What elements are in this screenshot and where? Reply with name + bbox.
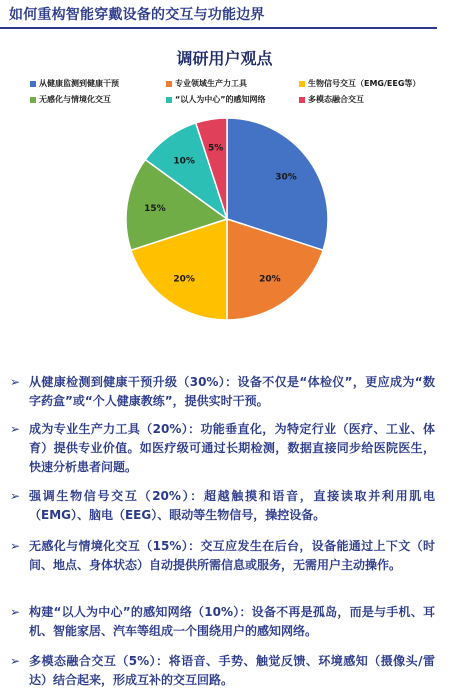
point-item (10, 373, 435, 411)
slice-data-label: 20% (173, 274, 195, 285)
point-text: 构建“以人为中心”的感知网络（10%）：设备不再是孤岛，而是与手机、耳机、智能家居、汽车等组成一个围绕用户的感知网络。 (29, 605, 435, 638)
slice-data-label: 15% (144, 204, 166, 215)
point-item (10, 652, 435, 690)
arrow-bullet-icon: ➢ (10, 539, 21, 553)
point-item (10, 420, 435, 477)
point-text: 多模态融合交互（5%）：将语音、手势、触觉反馈、环境感知（摄像头/雷达）结合起来，形成互补的交互回路。 (29, 654, 435, 687)
point-text: 从健康检测到健康干预升级（30%）：设备不仅是“体检仪”，更应成为“数字药盒”或“个人健康教练”，提供实时干预。 (29, 375, 435, 408)
legend-label: “以人为中心”的感知网络 (175, 95, 266, 104)
point-item (10, 537, 435, 575)
point-item (10, 603, 435, 641)
chart-title: 调研用户观点 (176, 49, 273, 68)
page-title: 如何重构智能穿戴设备的交互与功能边界 (9, 7, 265, 23)
arrow-bullet-icon: ➢ (10, 654, 21, 668)
point-item (10, 487, 435, 525)
legend-label: 无感化与情境化交互 (39, 95, 111, 104)
arrow-bullet-icon: ➢ (10, 605, 21, 619)
legend-label: 从健康监测到健康干预 (39, 79, 119, 88)
legend-label: 生物信号交互（EMG/EEG等） (308, 79, 421, 88)
slice-data-label: 20% (259, 274, 281, 285)
arrow-bullet-icon: ➢ (10, 422, 21, 436)
arrow-bullet-icon: ➢ (10, 489, 21, 503)
slice-data-label: 30% (275, 172, 297, 183)
point-text: 成为专业生产力工具（20%）：功能垂直化，为特定行业（医疗、工业、体育）提供专业价值。如医疗级可通过长期检测，数据直接同步给医院医生，快速分析患者问题。 (29, 422, 435, 474)
legend-label: 多模态融合交互 (308, 95, 364, 104)
slice-data-label: 10% (173, 156, 195, 167)
legend-label: 专业领域生产力工具 (175, 79, 247, 88)
point-text: 强调生物信号交互（20%）：超越触摸和语音，直接读取并利用肌电（EMG）、脑电（EEG）、眼动等生物信号，操控设备。 (29, 489, 435, 522)
slice-data-label: 5% (207, 143, 224, 154)
arrow-bullet-icon: ➢ (10, 375, 21, 389)
point-text: 无感化与情境化交互（15%）：交互应发生在后台，设备能通过上下文（时间、地点、身体状态）自动提供所需信息或服务，无需用户主动操作。 (29, 539, 435, 572)
